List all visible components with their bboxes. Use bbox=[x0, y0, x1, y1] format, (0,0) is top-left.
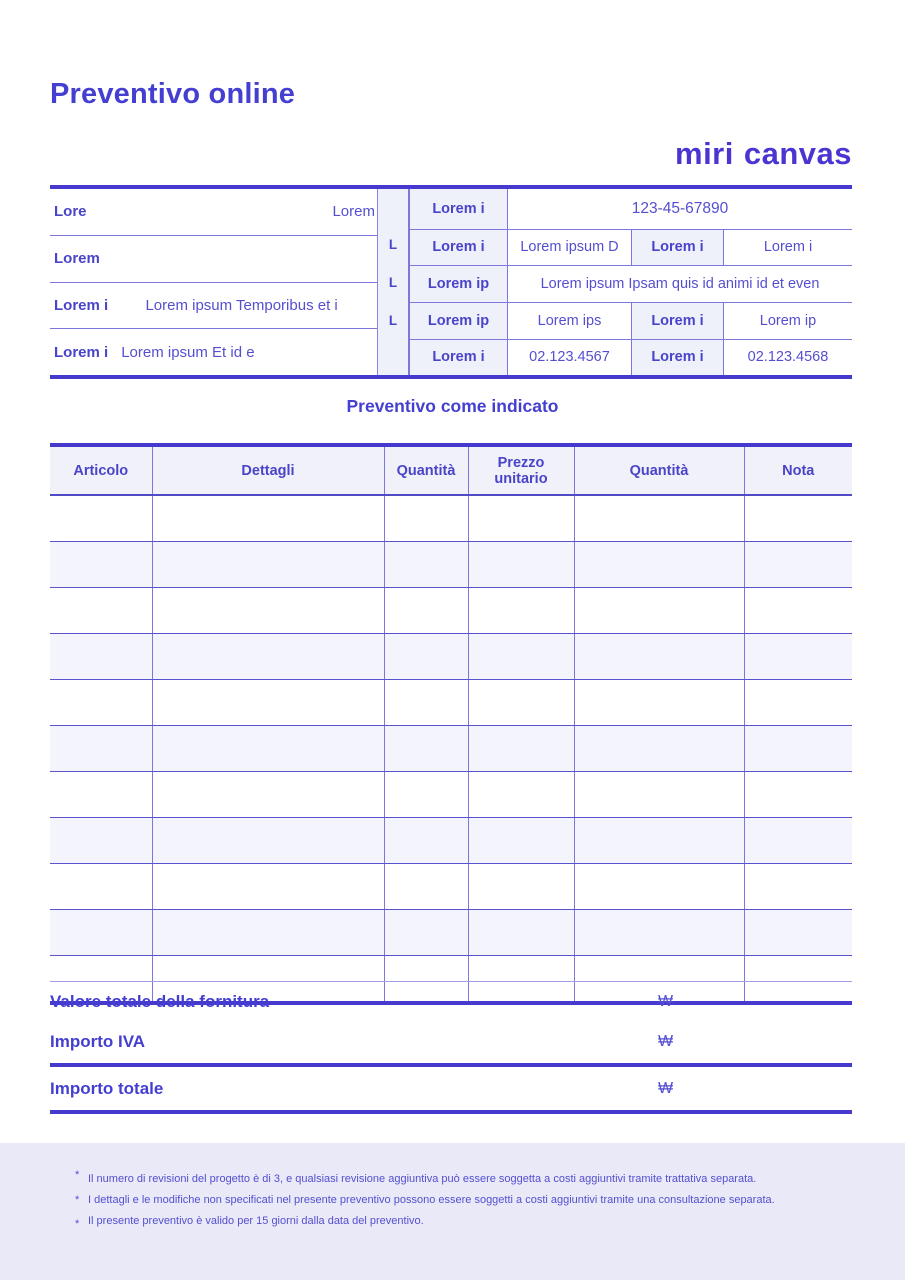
table-cell bbox=[574, 726, 744, 772]
table-cell bbox=[574, 495, 744, 542]
table-cell bbox=[468, 680, 574, 726]
info-row bbox=[50, 283, 377, 330]
asterisk-marker: * bbox=[75, 1194, 80, 1206]
table-cell bbox=[468, 588, 574, 634]
asterisk-marker: * bbox=[75, 1218, 80, 1230]
table-cell bbox=[152, 726, 384, 772]
footnote-text: Il presente preventivo è valido per 15 giorni dalla data del preventivo. bbox=[88, 1215, 424, 1227]
info-row bbox=[410, 303, 853, 340]
info-row bbox=[50, 236, 377, 283]
info-label: Lorem i bbox=[410, 189, 508, 229]
info-label: Lorem i bbox=[632, 303, 724, 340]
info-label: Lorem i bbox=[410, 339, 508, 375]
vertical-label-strip bbox=[378, 189, 409, 375]
table-row bbox=[50, 680, 852, 726]
table-cell bbox=[384, 542, 468, 588]
column-header: Quantità bbox=[574, 447, 744, 495]
info-row bbox=[50, 329, 377, 375]
table-cell bbox=[574, 864, 744, 910]
table-cell bbox=[744, 772, 852, 818]
info-label: Lorem i bbox=[632, 229, 724, 266]
table-cell bbox=[50, 910, 152, 956]
column-header: Quantità bbox=[384, 447, 468, 495]
info-label: Lorem ip bbox=[410, 303, 508, 340]
table-cell bbox=[152, 818, 384, 864]
total-row-grand bbox=[50, 1069, 852, 1109]
vertical-letter: L bbox=[388, 236, 398, 252]
table-cell bbox=[152, 588, 384, 634]
logo-part-canvas: canvas bbox=[743, 136, 852, 171]
page-title: Preventivo online bbox=[50, 78, 296, 110]
table-cell bbox=[152, 634, 384, 680]
table-cell bbox=[468, 542, 574, 588]
column-header: Articolo bbox=[50, 447, 152, 495]
table-cell bbox=[50, 726, 152, 772]
table-cell bbox=[468, 726, 574, 772]
table-cell bbox=[384, 588, 468, 634]
table-cell bbox=[574, 680, 744, 726]
table-cell bbox=[152, 495, 384, 542]
table-cell bbox=[50, 818, 152, 864]
info-value: Lorem i bbox=[724, 229, 853, 266]
footer bbox=[0, 1143, 905, 1280]
info-value: Lorem ips bbox=[508, 303, 632, 340]
table-row bbox=[50, 634, 852, 680]
recipient-info-table bbox=[409, 189, 852, 375]
table-row bbox=[50, 495, 852, 542]
logo-part-miri: miri bbox=[675, 136, 734, 171]
table-cell bbox=[384, 910, 468, 956]
footnote bbox=[75, 1194, 865, 1206]
table-cell bbox=[468, 495, 574, 542]
table-row bbox=[50, 726, 852, 772]
totals-section bbox=[50, 982, 852, 1116]
currency-won-sign: ₩ bbox=[658, 1080, 674, 1097]
table-cell bbox=[468, 772, 574, 818]
table-cell bbox=[50, 588, 152, 634]
footnotes bbox=[0, 1143, 905, 1230]
info-value: Lorem bbox=[332, 203, 375, 221]
table-cell bbox=[574, 818, 744, 864]
info-row bbox=[410, 266, 853, 303]
column-header: Dettagli bbox=[152, 447, 384, 495]
table-cell bbox=[574, 542, 744, 588]
table-cell bbox=[574, 772, 744, 818]
info-label: Lore bbox=[54, 203, 87, 221]
table-cell bbox=[744, 818, 852, 864]
table-cell bbox=[50, 864, 152, 910]
table-cell bbox=[384, 634, 468, 680]
miricanvas-logo bbox=[675, 136, 852, 172]
info-label: Lorem ip bbox=[410, 266, 508, 303]
table-row bbox=[50, 864, 852, 910]
table-cell bbox=[384, 772, 468, 818]
items-table-body bbox=[50, 495, 852, 1001]
sender-info-table bbox=[50, 189, 378, 375]
items-header-row bbox=[50, 447, 852, 495]
info-row bbox=[410, 189, 853, 229]
table-cell bbox=[384, 495, 468, 542]
table-row bbox=[50, 542, 852, 588]
info-label: Lorem i bbox=[54, 296, 109, 314]
info-label: Lorem i bbox=[54, 343, 109, 361]
table-cell bbox=[744, 680, 852, 726]
table-cell bbox=[468, 818, 574, 864]
footnote-text: Il numero di revisioni del progetto è di 3, e qualsiasi revisione aggiuntiva può essere soggetta a costi aggiuntivi tramite trattativa separata. bbox=[88, 1173, 757, 1185]
vertical-letter: L bbox=[388, 312, 398, 328]
asterisk-marker: * bbox=[75, 1169, 80, 1181]
info-value: Lorem ip bbox=[724, 303, 853, 340]
info-value: 123-45-67890 bbox=[508, 189, 853, 229]
vertical-letter: L bbox=[388, 274, 398, 290]
info-row bbox=[410, 339, 853, 375]
table-cell bbox=[744, 910, 852, 956]
table-cell bbox=[50, 680, 152, 726]
total-row-vat bbox=[50, 1022, 852, 1062]
column-header: Nota bbox=[744, 447, 852, 495]
table-cell bbox=[50, 495, 152, 542]
info-label: Lorem bbox=[54, 250, 100, 268]
info-value: Lorem ipsum Ipsam quis id animi id et even bbox=[508, 266, 853, 303]
table-caption: Preventivo come indicato bbox=[346, 396, 559, 416]
table-cell bbox=[574, 588, 744, 634]
header-info-section bbox=[50, 185, 852, 379]
table-cell bbox=[384, 726, 468, 772]
info-value: 02.123.4568 bbox=[724, 339, 853, 375]
table-cell bbox=[152, 864, 384, 910]
info-row bbox=[50, 189, 377, 236]
divider bbox=[50, 1063, 852, 1067]
table-cell bbox=[152, 680, 384, 726]
footnote-text: I dettagli e le modifiche non specificati nel presente preventivo possono essere soggetti a costi aggiuntivi tramite una consultazione separata. bbox=[88, 1194, 775, 1206]
table-cell bbox=[744, 726, 852, 772]
table-row bbox=[50, 910, 852, 956]
table-cell bbox=[744, 588, 852, 634]
total-row-supply bbox=[50, 982, 852, 1022]
table-cell bbox=[384, 864, 468, 910]
table-cell bbox=[744, 542, 852, 588]
table-cell bbox=[468, 634, 574, 680]
total-label: Importo IVA bbox=[50, 1032, 146, 1051]
footnote bbox=[75, 1169, 865, 1185]
table-cell bbox=[384, 818, 468, 864]
items-table bbox=[50, 443, 852, 1005]
currency-won-sign: ₩ bbox=[658, 993, 674, 1010]
table-cell bbox=[152, 772, 384, 818]
table-cell bbox=[50, 542, 152, 588]
table-row bbox=[50, 588, 852, 634]
table-cell bbox=[384, 680, 468, 726]
info-label: Lorem i bbox=[632, 339, 724, 375]
info-value: 02.123.4567 bbox=[508, 339, 632, 375]
info-value: Lorem ipsum D bbox=[508, 229, 632, 266]
divider bbox=[50, 1110, 852, 1114]
table-cell bbox=[744, 864, 852, 910]
table-cell bbox=[152, 910, 384, 956]
table-row bbox=[50, 818, 852, 864]
column-header: Prezzo unitario bbox=[468, 447, 574, 495]
table-cell bbox=[468, 864, 574, 910]
footnote bbox=[75, 1215, 865, 1230]
total-label: Valore totale della fornitura bbox=[50, 992, 270, 1011]
info-value: Lorem ipsum Et id e bbox=[121, 343, 255, 361]
table-cell bbox=[152, 542, 384, 588]
table-cell bbox=[744, 634, 852, 680]
info-value: Lorem ipsum Temporibus et i bbox=[145, 296, 338, 314]
table-cell bbox=[50, 634, 152, 680]
table-cell bbox=[50, 772, 152, 818]
table-cell bbox=[574, 634, 744, 680]
total-label: Importo totale bbox=[50, 1079, 164, 1098]
table-cell bbox=[744, 495, 852, 542]
table-cell bbox=[468, 910, 574, 956]
info-label: Lorem i bbox=[410, 229, 508, 266]
info-row bbox=[410, 229, 853, 266]
currency-won-sign: ₩ bbox=[658, 1033, 674, 1050]
table-row bbox=[50, 772, 852, 818]
table-cell bbox=[574, 910, 744, 956]
